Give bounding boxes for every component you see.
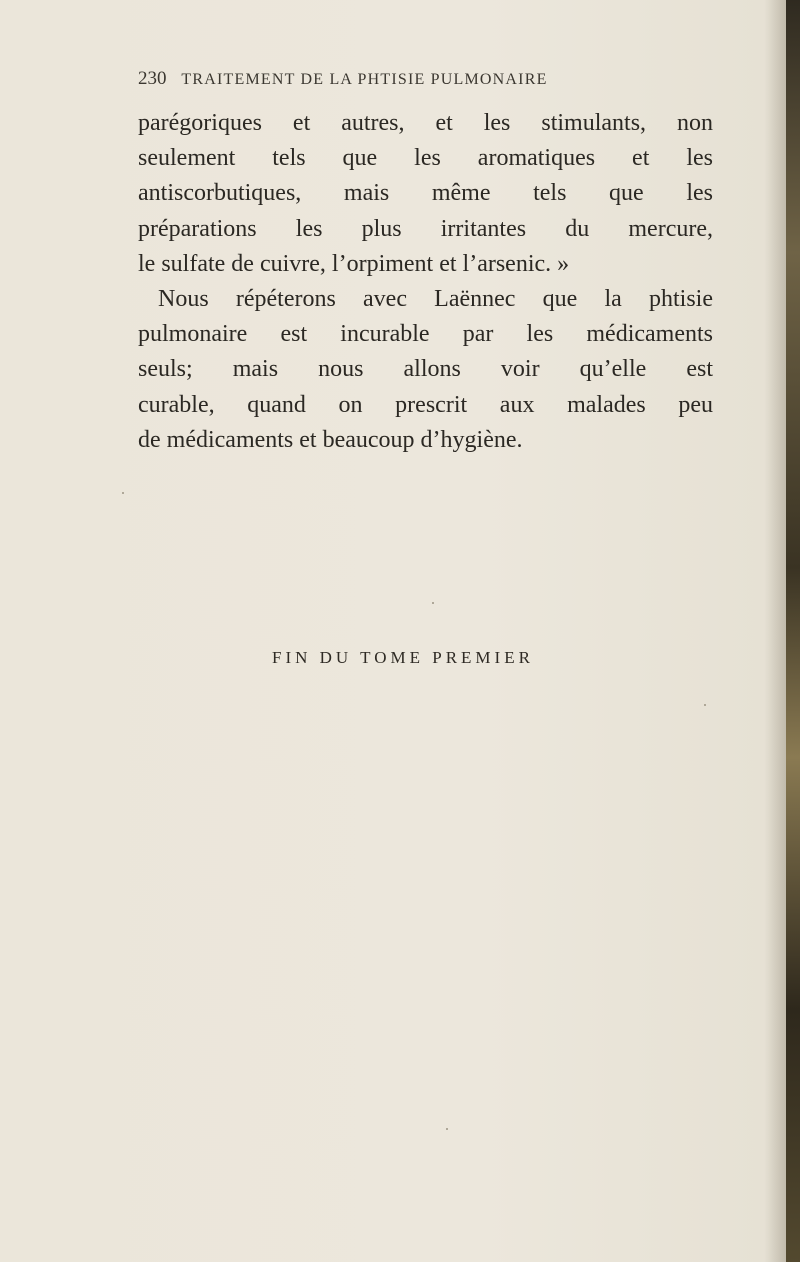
paper-speck	[704, 704, 706, 706]
text-line: préparations les plus irritantes du mercure,	[138, 215, 713, 242]
running-header	[138, 68, 698, 90]
text-line: pulmonaire est incurable par les médicaments	[138, 321, 713, 348]
page-number: 230	[138, 68, 167, 89]
text-line: le sulfate de cuivre, l’orpiment et l’arsenic. »	[138, 250, 570, 277]
paper-speck	[446, 1128, 448, 1130]
paper-speck	[432, 602, 434, 604]
paper-speck	[122, 492, 124, 494]
page-edge-shadow	[764, 0, 786, 1262]
text-line: de médicaments et beaucoup d’hygiène.	[138, 426, 523, 453]
text-line: curable, quand on prescrit aux malades peu	[138, 391, 713, 418]
running-title: TRAITEMENT DE LA PHTISIE PULMONAIRE	[181, 71, 548, 88]
text-line: antiscorbutiques, mais même tels que les	[138, 180, 713, 207]
text-line: Nous répéterons avec Laënnec que la phtisie	[158, 286, 713, 313]
text-line: parégoriques et autres, et les stimulants, non	[138, 110, 713, 136]
text-line: seulement tels que les aromatiques et les	[138, 145, 713, 172]
book-edge	[786, 0, 800, 1262]
text-line: seuls; mais nous allons voir qu’elle est	[138, 356, 713, 383]
end-of-volume-note: FIN DU TOME PREMIER	[272, 648, 534, 667]
body-paragraphs	[138, 106, 713, 458]
